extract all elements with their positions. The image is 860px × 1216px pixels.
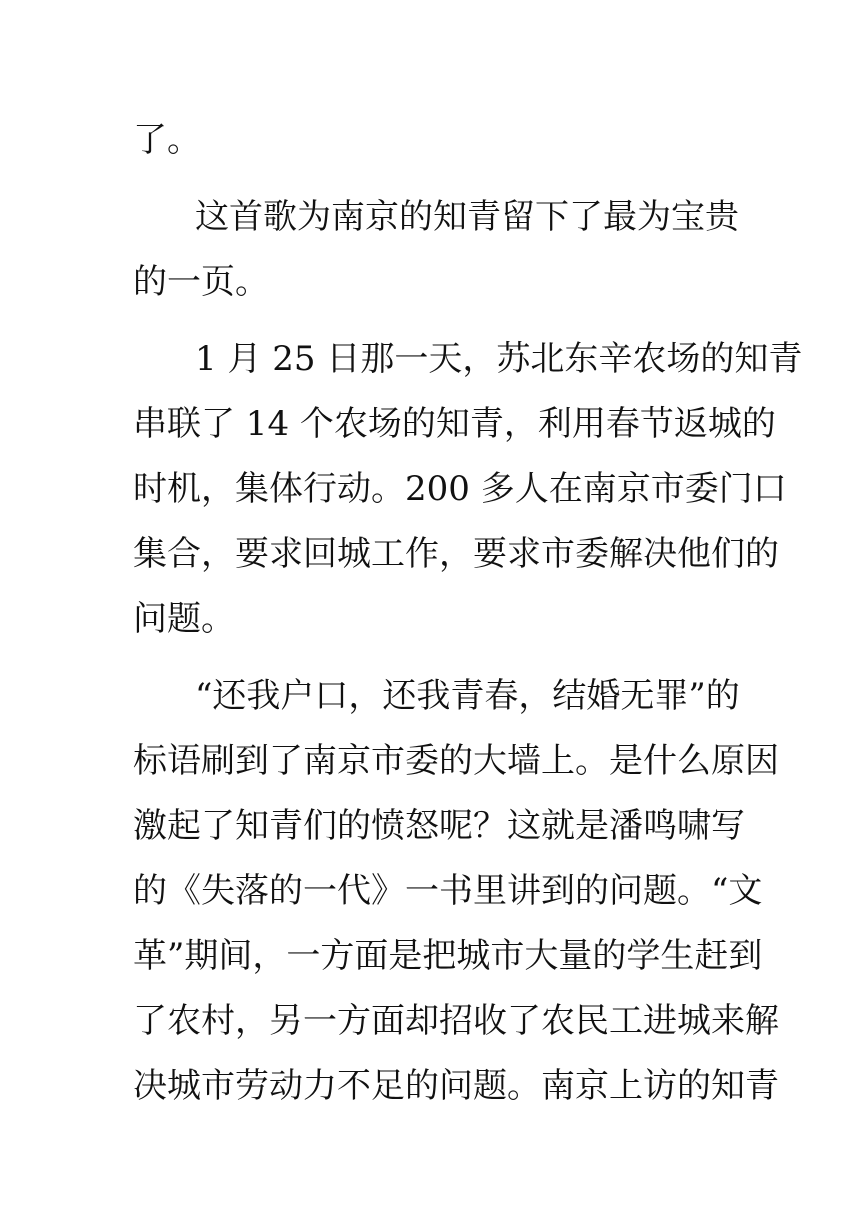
text-line: 问题。	[133, 599, 235, 639]
text-line: 了。	[133, 120, 201, 160]
text-line: 串联了 14 个农场的知青，利用春节返城的	[133, 404, 776, 444]
text-line: “还我户口，还我青春，结婚无罪”的	[195, 676, 740, 716]
paragraph-continuation	[133, 108, 733, 173]
text-line: 了农村，另一方面却招收了农民工进城来解	[133, 1001, 779, 1041]
text-line: 决城市劳动力不足的问题。南京上访的知青	[133, 1066, 779, 1106]
paragraph-song-legacy	[133, 185, 739, 315]
body-text	[133, 108, 803, 1119]
text-line: 激起了知青们的愤怒呢？这就是潘鸣啸写	[133, 806, 745, 846]
text-line: 的一页。	[133, 262, 269, 302]
text-line: 时机，集体行动。200 多人在南京市委门口	[133, 469, 787, 509]
text-line: 标语刷到了南京市委的大墙上。是什么原因	[133, 741, 779, 781]
text-line: 革”期间，一方面是把城市大量的学生赶到	[133, 936, 763, 976]
text-line: 的《失落的一代》一书里讲到的问题。“文	[133, 871, 763, 911]
paragraph-jan-25	[133, 327, 803, 652]
text-line: 集合，要求回城工作，要求市委解决他们的	[133, 534, 779, 574]
text-line: 1 月 25 日那一天，苏北东辛农场的知青	[195, 339, 803, 379]
paragraph-slogan	[133, 664, 779, 1119]
text-line: 这首歌为南京的知青留下了最为宝贵	[195, 197, 739, 237]
